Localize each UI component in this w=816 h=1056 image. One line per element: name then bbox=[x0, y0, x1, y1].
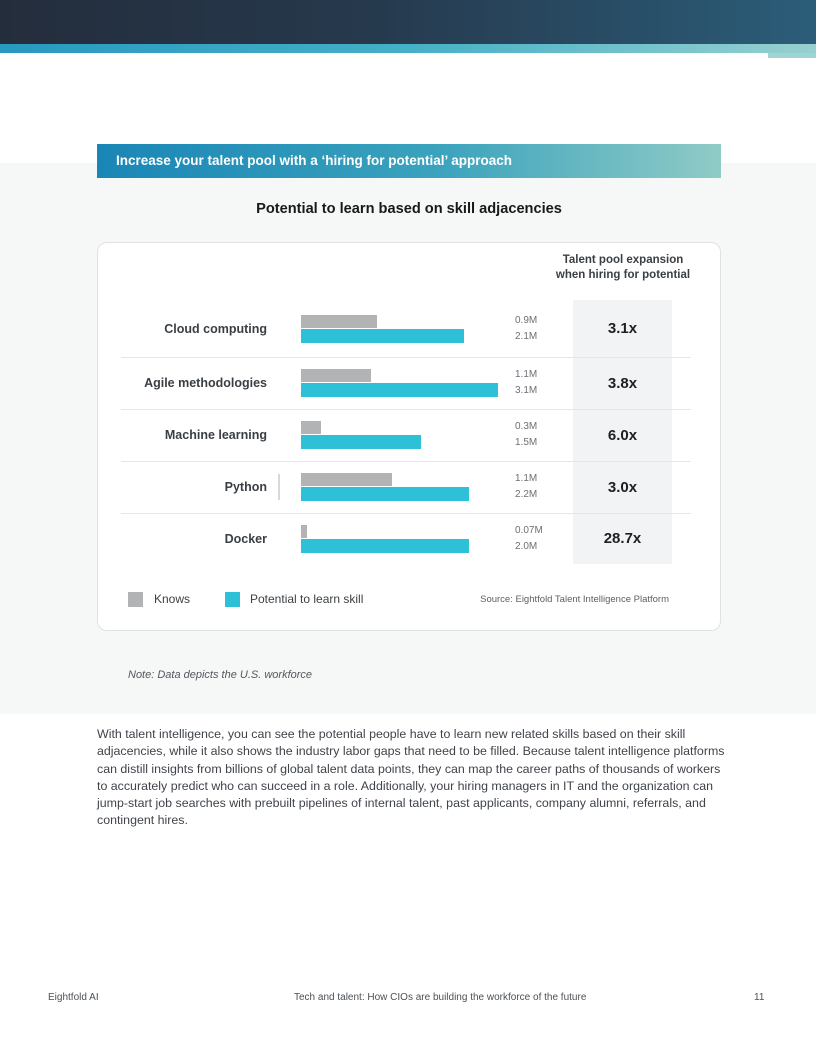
source-text: Source: Eightfold Talent Intelligence Platform bbox=[480, 594, 669, 605]
section-banner bbox=[97, 144, 721, 178]
legend-potential-label: Potential to learn skill bbox=[250, 592, 364, 606]
row-values bbox=[515, 419, 537, 451]
row-values bbox=[515, 313, 537, 345]
footer-page-number: 11 bbox=[754, 992, 765, 1003]
footer-document-title: Tech and talent: How CIOs are building the workforce of the future bbox=[294, 992, 587, 1003]
row-values bbox=[515, 367, 537, 399]
knows-value: 0.07M bbox=[515, 524, 543, 536]
potential-bar bbox=[301, 329, 464, 343]
knows-value: 0.3M bbox=[515, 421, 538, 432]
potential-value: 3.1M bbox=[515, 385, 538, 396]
potential-value: 2.1M bbox=[515, 330, 538, 342]
potential-value: 1.5M bbox=[515, 437, 538, 448]
legend-knows-swatch bbox=[128, 592, 143, 607]
knows-value: 1.1M bbox=[515, 473, 538, 484]
multiplier-column-header-line2: when hiring for potential bbox=[555, 269, 691, 281]
multiplier-value: 28.7x bbox=[603, 530, 642, 547]
row-values bbox=[515, 523, 543, 555]
stray-cursor-artifact bbox=[278, 474, 280, 500]
section-banner-title: Increase your talent pool with a ‘hiring for potential’ approach bbox=[116, 153, 513, 168]
chart-title: Potential to learn based on skill adjacencies bbox=[256, 201, 562, 217]
multiplier-value: 3.1x bbox=[607, 320, 638, 337]
potential-bar bbox=[301, 539, 469, 553]
multiplier-value: 3.0x bbox=[607, 478, 638, 496]
chart-row-machine-learning bbox=[98, 409, 720, 461]
potential-bar bbox=[301, 383, 498, 397]
row-label: Cloud computing bbox=[164, 321, 267, 336]
footer-brand: Eightfold AI bbox=[48, 992, 99, 1003]
knows-bar bbox=[301, 525, 307, 538]
potential-value: 2.2M bbox=[515, 489, 538, 500]
multiplier-value: 3.8x bbox=[607, 374, 638, 392]
multiplier-column-header bbox=[513, 253, 733, 283]
legend-knows-label: Knows bbox=[154, 592, 191, 606]
header-accent-strip bbox=[0, 44, 816, 53]
row-label: Agile methodologies bbox=[144, 376, 267, 390]
legend-potential-swatch bbox=[225, 592, 240, 607]
chart-row-cloud-computing bbox=[98, 300, 720, 357]
header-accent-strip-extension bbox=[768, 53, 816, 58]
row-values bbox=[515, 471, 537, 503]
page-header-bar bbox=[0, 0, 816, 44]
chart-row-docker bbox=[98, 513, 720, 564]
multiplier-value: 6.0x bbox=[607, 426, 638, 444]
chart-card bbox=[97, 242, 721, 631]
row-label: Machine learning bbox=[164, 428, 267, 442]
knows-bar bbox=[301, 473, 392, 486]
knows-bar bbox=[301, 369, 371, 382]
chart-row-python bbox=[98, 461, 720, 513]
knows-value: 0.9M bbox=[515, 314, 538, 326]
knows-bar bbox=[301, 315, 377, 328]
row-label: Python bbox=[224, 480, 267, 494]
multiplier-column-header-line1: Talent pool expansion bbox=[562, 254, 684, 266]
potential-bar bbox=[301, 487, 469, 501]
body-paragraph: With talent intelligence, you can see the potential people have to learn new related skills based on their skill adjacencies, while it also shows the industry labor gaps that need to be filled. Because talent intelligence platforms can distill insights from billions of global talent data points, they can map the career paths of thousands of workers to accurately predict who can succeed in a role. Additionally, your hiring managers in IT and the organization can jump-start job searches with prebuilt pipelines of internal talent, past applicants, company alumni, referrals, and contingent hires. bbox=[97, 727, 725, 828]
knows-value: 1.1M bbox=[515, 369, 538, 380]
note-text: Note: Data depicts the U.S. workforce bbox=[128, 669, 313, 681]
potential-bar bbox=[301, 435, 421, 449]
potential-value: 2.0M bbox=[515, 540, 538, 552]
knows-bar bbox=[301, 421, 321, 434]
row-label: Docker bbox=[224, 531, 267, 546]
chart-row-agile-methodologies bbox=[98, 357, 720, 409]
